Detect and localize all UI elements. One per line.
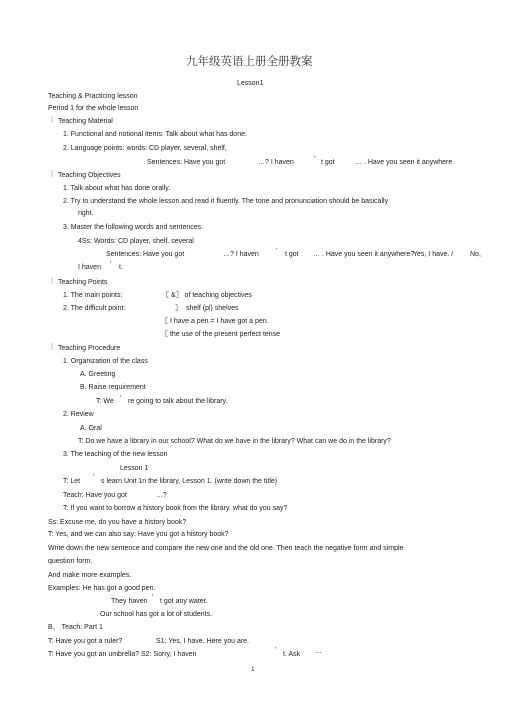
text-line: … xyxy=(315,648,322,655)
text-line: t. xyxy=(119,264,123,271)
section-heading: Teaching Objectives xyxy=(58,172,121,179)
text-line: … . Have you seen it anywhere xyxy=(355,159,453,166)
text-line: 4Ss: Words: CD player, shelf. several xyxy=(78,238,194,245)
text-line: 3. Master the following words and sentences. xyxy=(63,224,204,231)
section-heading: Teaching Points xyxy=(58,279,108,286)
text-line: t got any water. xyxy=(160,598,208,605)
page-number: 1 xyxy=(251,666,255,673)
text-line: 2. The difficult point: xyxy=(63,305,126,312)
text-line: S1: Yes, I have. Here you are. xyxy=(156,638,250,645)
text-line: Yes, I have. / xyxy=(413,251,454,258)
text-line: Teaching & Practicing lesson xyxy=(48,93,138,100)
text-line: 1. Talk about what has done orally. xyxy=(63,185,171,192)
text-line: Teach: Have you got xyxy=(63,492,127,499)
text-line: B. Raise requirement xyxy=(80,384,146,391)
text-line: Our school has got a lot of students. xyxy=(100,611,213,618)
text-line: ’ xyxy=(152,594,154,601)
text-line: Write down the new sentence and compare the new one and the old one. Then teach the negative form and simple xyxy=(48,545,404,552)
text-line: Ss: Excuse me, do you have a history book? xyxy=(48,519,187,526)
bracket-mark: 〖 xyxy=(48,345,55,351)
text-line: ’ xyxy=(275,647,277,654)
text-line: 1. Organization of the class xyxy=(63,358,148,365)
text-line: I haven xyxy=(78,264,101,271)
text-line: T: Yes, and we can also say: Have you got a history book? xyxy=(48,531,229,538)
text-line: shelf (pl) shelves xyxy=(186,305,239,312)
text-line: T: Have you got a ruler? xyxy=(48,638,123,645)
text-line: ’ xyxy=(314,156,316,163)
text-line: Sentences: Have you got xyxy=(106,251,185,258)
text-line: 〖 &〗 of teaching objectives xyxy=(162,292,252,299)
text-line: 1. Functional and notional items: Talk about what has done. xyxy=(63,131,247,138)
page-title: 九年级英语上册全册教案 xyxy=(186,54,313,68)
text-line: T: Do we have a library in our school? What do we have in the library? What can we do in the library? xyxy=(78,438,391,445)
text-line: 2. Try to understand the whole lesson and read it fluently. The tone and pronunciation should be basically xyxy=(63,198,389,205)
text-line: …? I haven xyxy=(258,159,294,166)
text-line: s learn Unit 1n the library, Lesson 1. (write down the title) xyxy=(101,478,278,485)
text-line: T: We xyxy=(96,398,114,405)
text-line: t got xyxy=(321,159,335,166)
text-line: 2. Review xyxy=(63,411,94,418)
text-line: They haven xyxy=(111,598,148,605)
text-line: Period 1 for the whole lesson xyxy=(48,105,139,112)
text-line: No, xyxy=(470,251,481,258)
text-line: ’ xyxy=(93,474,95,481)
text-line: right. xyxy=(78,210,94,217)
text-line: A. Greeting xyxy=(80,371,116,378)
text-line: ’ xyxy=(110,261,112,268)
text-line: …? xyxy=(156,492,167,499)
bracket-mark: 〖 xyxy=(48,118,55,124)
text-line: … . Have you seen it anywhere? xyxy=(313,251,415,258)
lesson-heading: Lesson1 xyxy=(237,80,264,87)
text-line: ’ xyxy=(276,248,278,255)
text-line: T: Let xyxy=(63,478,81,485)
text-line: B、 Teach: Part 1 xyxy=(48,624,103,631)
text-line: And make more examples. xyxy=(48,572,132,579)
bracket-mark: 〖 xyxy=(48,279,55,285)
text-line: re going to talk about the library. xyxy=(128,398,228,405)
text-line: …? I haven xyxy=(223,251,259,258)
text-line: 2. Language points: words: CD player, several, shelf, xyxy=(63,145,227,152)
text-line: 〗 xyxy=(175,305,182,312)
section-heading: Teaching Procedure xyxy=(58,345,121,352)
text-line: ’ xyxy=(120,395,122,402)
text-line: Sentences: Have you got xyxy=(147,159,226,166)
text-line: T: Have you got an umbrella? S2: Sorry, I haven xyxy=(48,651,197,658)
section-heading: Teaching Material xyxy=(58,118,113,125)
text-line: t. Ask xyxy=(283,651,301,658)
text-line: 〖 I have a pen.= I have got a pen. xyxy=(161,318,269,325)
text-line: T: If you want to borrow a history book from the library. what do you say? xyxy=(63,505,288,512)
text-line: 3. The teaching of the new lesson xyxy=(63,451,168,458)
text-line: t got xyxy=(285,251,299,258)
text-line: 1. The main points: xyxy=(63,292,123,299)
text-line: Examples: He has got a good pen. xyxy=(48,585,156,592)
text-line: Lesson 1 xyxy=(120,465,149,472)
text-line: A. Oral xyxy=(80,425,102,432)
text-line: 〖 the use of the present perfect tense xyxy=(161,331,281,338)
text-line: question form. xyxy=(48,558,93,565)
bracket-mark: 〖 xyxy=(48,172,55,178)
